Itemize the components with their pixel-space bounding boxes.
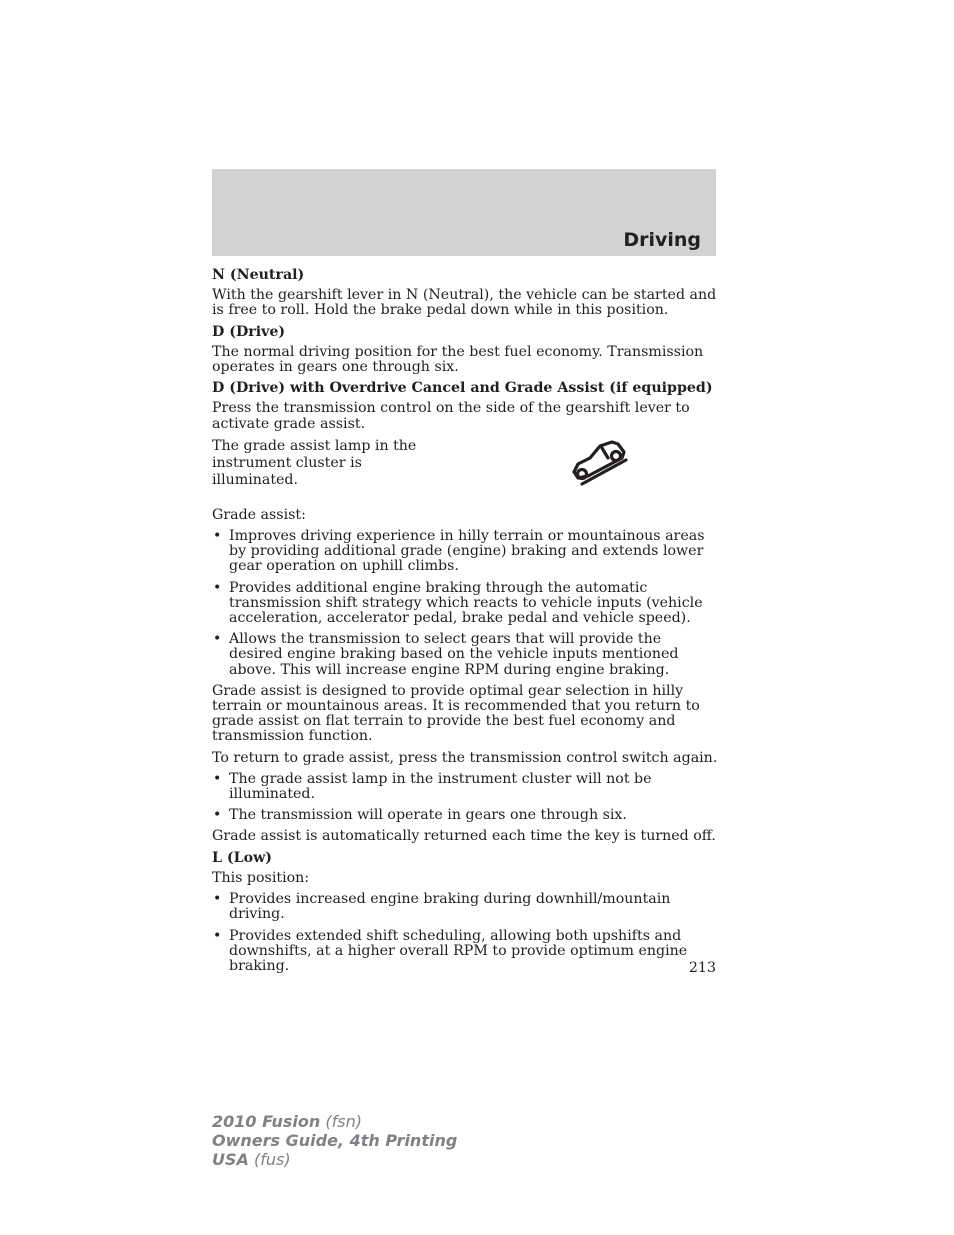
- grade-assist-return-bullet-list: [212, 772, 718, 824]
- list-item: • Improves driving experience in hilly terrain or mountainous areas by providing additional grade (engine) braking and extends lower gear operation on uphill climbs.: [212, 529, 718, 575]
- grade-assist-lamp-text: The grade assist lamp in the instrument cluster is illuminated.: [212, 437, 417, 488]
- footer-line-market: [212, 1150, 457, 1169]
- grade-assist-car-icon: [568, 438, 630, 486]
- grade-assist-heading: D (Drive) with Overdrive Cancel and Grade Assist (if equipped): [212, 380, 713, 397]
- footer-model: 2010 Fusion: [212, 1112, 321, 1131]
- list-item: • Provides increased engine braking during downhill/mountain driving.: [212, 892, 718, 922]
- low-bullet-list: [212, 892, 718, 974]
- grade-assist-label: Grade assist:: [212, 506, 306, 523]
- page-number: 213: [688, 960, 716, 976]
- footer-guide: Owners Guide, 4th Printing: [212, 1131, 458, 1150]
- grade-assist-return-text: To return to grade assist, press the transmission control switch again.: [212, 749, 718, 766]
- document-footer: [212, 1112, 457, 1169]
- list-item: • Provides additional engine braking through the automatic transmission shift strategy which reacts to vehicle inputs (vehicle acceleration, accelerator pedal, brake pedal and vehicle speed).: [212, 581, 718, 627]
- footer-model-code: (fsn): [320, 1112, 362, 1131]
- low-intro: This position:: [212, 869, 310, 886]
- footer-line-guide: [212, 1131, 457, 1150]
- list-item: • Provides extended shift scheduling, allowing both upshifts and downshifts, at a higher overall RPM to provide optimum engine braking.: [212, 929, 718, 975]
- list-item: • Allows the transmission to select gears that will provide the desired engine braking based on the vehicle inputs mentioned above. This will increase engine RPM during engine braking.: [212, 632, 718, 678]
- section-header-band: [212, 169, 716, 256]
- footer-market: USA: [212, 1150, 249, 1169]
- list-item: • The grade assist lamp in the instrument cluster will not be illuminated.: [212, 772, 718, 802]
- neutral-heading: N (Neutral): [212, 267, 305, 283]
- grade-assist-lamp-row: [212, 438, 718, 502]
- footer-line-model: [212, 1112, 457, 1131]
- grade-assist-intro: Press the transmission control on the side of the gearshift lever to activate grade assist.: [212, 400, 690, 432]
- grade-assist-auto-return-text: Grade assist is automatically returned each time the key is turned off.: [212, 828, 716, 845]
- neutral-text: With the gearshift lever in N (Neutral), the vehicle can be started and is free to roll. Hold the brake pedal down while in this position.: [212, 287, 717, 319]
- drive-heading: D (Drive): [212, 323, 286, 340]
- grade-assist-bullet-list: [212, 529, 718, 678]
- drive-text: The normal driving position for the best fuel economy. Transmission operates in gears one through six.: [212, 343, 704, 376]
- low-heading: L (Low): [212, 849, 272, 866]
- list-item: • The transmission will operate in gears one through six.: [212, 808, 718, 823]
- page-content: [212, 268, 718, 980]
- section-title: Driving: [623, 229, 701, 251]
- footer-market-code: (fus): [248, 1150, 291, 1169]
- grade-assist-design-text: Grade assist is designed to provide optimal gear selection in hilly terrain or mountainous areas. It is recommended that you return to grade assist on flat terrain to provide the best fuel economy and transmission function.: [212, 682, 700, 745]
